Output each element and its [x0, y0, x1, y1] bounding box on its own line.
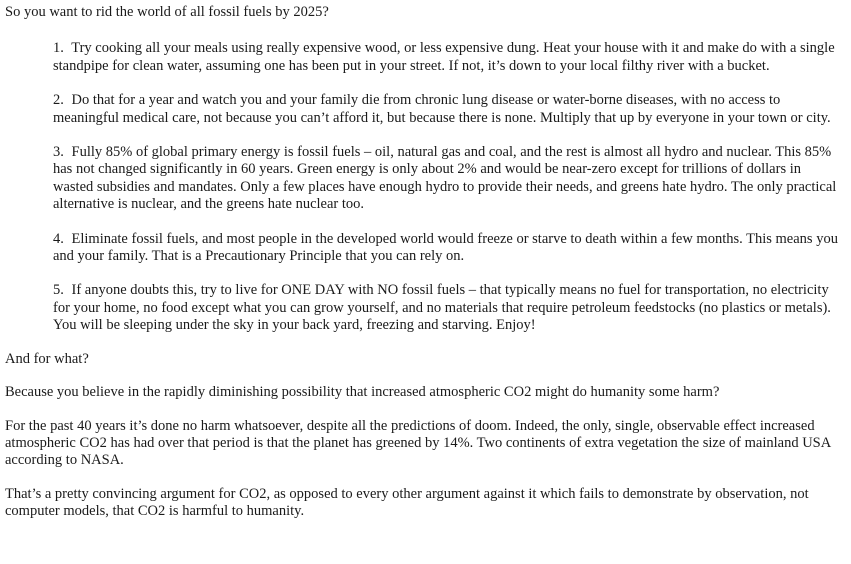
intro-question: So you want to rid the world of all fossil fuels by 2025? — [5, 4, 329, 20]
list-item-number: 3. — [53, 144, 64, 161]
list-item-text: Try cooking all your meals using really expensive wood, or less expensive dung. Heat your house with it and make do with a single standpipe for clean water, assuming one has been put in your street. If not, it’s down to your local filthy river with a bucket. — [53, 40, 835, 74]
list-item-number: 1. — [53, 40, 64, 57]
list-item — [53, 144, 841, 214]
list-item — [53, 231, 841, 266]
list-item — [53, 92, 841, 127]
list-item — [53, 282, 841, 334]
list-item-number: 2. — [53, 92, 64, 109]
list-item-number: 4. — [53, 230, 64, 247]
document-body — [5, 4, 847, 537]
list-item-number: 5. — [53, 282, 64, 299]
paragraph-conclusion: That’s a pretty convincing argument for CO2, as opposed to every other argument against it which fails to demonstrate by observation, not computer models, that CO2 is harmful to humanity. — [5, 485, 809, 520]
list-item-text: Fully 85% of global primary energy is fossil fuels – oil, natural gas and coal, and the rest is almost all hydro and nuclear. This 85% has not changed significantly in 60 years. Green energy is only about 2% and would be near-zero except for trillions of dollars in wasted subsidies and mandates. Only a few places have enough hydro to provide their needs, and greens hate hydro. The only practical alternative is nuclear, and the greens hate nuclear too. — [53, 144, 837, 213]
paragraph-and-for-what: And for what? — [5, 350, 89, 367]
list-item-text: Do that for a year and watch you and your family die from chronic lung disease or water-borne diseases, with no access to meaningful medical care, not because you can’t afford it, but because there is none. Multiply that up by everyone in your town or city. — [53, 92, 831, 126]
numbered-list — [5, 40, 847, 334]
paragraph-belief: Because you believe in the rapidly diminishing possibility that increased atmospheric CO2 might do humanity some harm? — [5, 384, 720, 401]
list-item-text: If anyone doubts this, try to live for ONE DAY with NO fossil fuels – that typically means no fuel for transportation, no electricity for your home, no food except what you can grow yourself, and no materials that require petroleum feedstocks (no plastics or metals). You will be sleeping under the sky in your back yard, freezing and starving. Enjoy! — [53, 282, 831, 334]
list-item — [53, 40, 841, 75]
closing-paragraphs — [5, 351, 847, 521]
list-item-text: Eliminate fossil fuels, and most people in the developed world would freeze or starve to death within a few months. This means you and your family. That is a Precautionary Principle that you can rely on. — [53, 230, 838, 265]
paragraph-greening: For the past 40 years it’s done no harm whatsoever, despite all the predictions of doom. Indeed, the only, single, observable effect increased atmospheric CO2 has had over that period is that the planet has greened by 14%. Two continents of extra vegetation the size of mainland USA according to NASA. — [5, 417, 831, 469]
